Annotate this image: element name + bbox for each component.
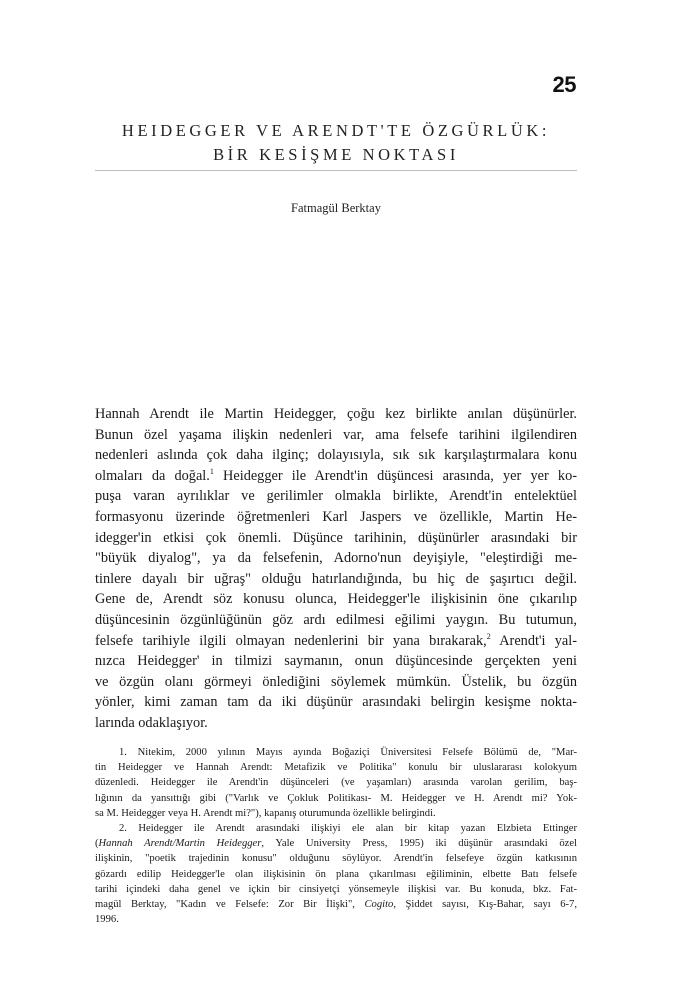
body-line: nızca Heidegger' in tilmizi saymanın, onun düşüncesinde gerçekten yeni (95, 653, 577, 670)
footnote-line: ilişkinin, "poetik trajedinin konusu" olduğunu söylüyor. Arendt'in felsefeye özgün katkısının (95, 853, 577, 865)
body-line: Hannah Arendt ile Martin Heidegger, çoğu kez birlikte anılan düşünürler. (95, 406, 577, 422)
author-name: Fatmagül Berktay (291, 201, 381, 215)
footnote-line: düzenledi. Heidegger ile Arendt'in düşünceleri (ve yaşamları) arasında varolan gerilim, baş- (95, 777, 577, 789)
title-divider (95, 170, 577, 171)
title-line-1: HEIDEGGER VE ARENDT'TE ÖZGÜRLÜK: (121, 121, 551, 140)
body-line: tinlere dayalı bir uğraş" olduğu hatırlandığında, bu hiç de şaşırtıcı değil. (95, 570, 577, 587)
footnote-line: 1. Nitekim, 2000 yılının Mayıs ayında Boğaziçi Üniversitesi Felsefe Bölümü de, "Mar- (119, 747, 577, 758)
body-line: Bunun özel yaşama ilişkin nedenleri var, ama felsefe tarihini ilgilendiren (95, 426, 577, 443)
body-line: ve özgün olanı görmeyi önlediğini söylemek mümkün. Üstelik, bu özgün (95, 673, 577, 690)
footnote-line (95, 836, 577, 851)
body-line: düşüncesinin özgünlüğünün göz ardı edilmesi eğilimi yaygın. Bu tutumun, (95, 611, 577, 628)
footnote-text-segment: , Şiddet sayısı, Kış-Bahar, sayı 6-7, (393, 898, 578, 910)
book-title: Hannah Arendt/Martin Heidegger (98, 838, 262, 850)
title-line-2: BİR KESİŞME NOKTASI (213, 145, 459, 164)
body-text-segment: olmaları da doğal. (95, 467, 210, 484)
body-line: Gene de, Arendt söz konusu olunca, Heidegger'le ilişkisinin öne çıkarılıp (95, 591, 577, 608)
body-line: "büyük diyalog", ya da felsefenin, Adorno'nun deyişiyle, "eleştirdiği me- (95, 550, 577, 567)
footnote-line: lığının da yansıttığı gibi ("Varlık ve Çokluk Politikası- M. Heidegger ve H. Arendt mi? Yok- (95, 792, 577, 804)
footnote-line: tarihi içindeki daha genel ve içkin bir cinsiyetçi yönsemeyle ilişkisi var. Bu konuda, bkz. Fat- (95, 883, 577, 895)
footnote-line (95, 897, 577, 912)
footnote-line: 1996. (95, 914, 119, 926)
body-line: idegger'in etkisi çok önemli. Düşünce tarihinin, düşünürler arasındaki bir (95, 529, 577, 546)
body-line: larında odaklaşıyor. (95, 714, 208, 731)
journal-title: Cogito (364, 898, 394, 910)
body-text-segment: felsefe tarihiyle ilgili olmayan nedenlerini bir yana bırakarak, (95, 632, 487, 649)
body-text-segment: Heidegger ile Arendt'in düşüncesi arasında, yer yer ko- (213, 467, 577, 484)
body-line: puşa varan ayrılıklar ve gerilimler olmakla birlikte, Arendt'in entelektüel (95, 488, 577, 505)
footnote-text-segment: , Yale University Press, 1995) iki düşünür arasındaki özel (261, 838, 577, 850)
footnote-ref-1[interactable]: 1 (209, 467, 214, 477)
footnote-line: gözardı edilip Heidegger'le olan ilişkisinin ön plana çıkarılması eğiliminin, elbette Batı felsefe (95, 868, 577, 880)
footnote-text-segment: magül Berktay, "Kadın ve Felsefe: Zor Bir İlişki", (95, 898, 365, 910)
footnote-line: sa M. Heidegger veya H. Arendt mi?"), kapanış oturumunda özellikle belirgindi. (95, 807, 436, 819)
body-line: nedenleri aslında çok daha ilginç; dolayısıyla, sık sık karşılaştırmalara konu (95, 447, 577, 464)
footnote-line: 2. Heidegger ile Arendt arasındaki ilişkiyi ele alan bir kitap yazan Elzbieta Ettinger (119, 822, 577, 834)
page-number: 25 (552, 72, 576, 97)
footnote-text-segment: ( (95, 838, 99, 850)
body-line (95, 631, 577, 652)
body-paragraph (95, 404, 577, 734)
footnote-ref-2[interactable]: 2 (486, 631, 491, 641)
body-text-segment: Arendt'i yal- (490, 632, 578, 649)
body-line (95, 466, 577, 487)
article-title (95, 119, 577, 167)
body-line: formasyonu üzerinde öğretmenleri Karl Jaspers ve özellikle, Martin He- (95, 508, 577, 525)
body-line: yönler, kimi zaman tam da iki düşünür arasındaki belirgin kesişme nokta- (95, 694, 577, 711)
footnotes (95, 745, 577, 927)
footnote-line: tin Heidegger ve Hannah Arendt: Metafizik ve Politika" konulu bir uluslararası kolokyum (95, 762, 577, 774)
